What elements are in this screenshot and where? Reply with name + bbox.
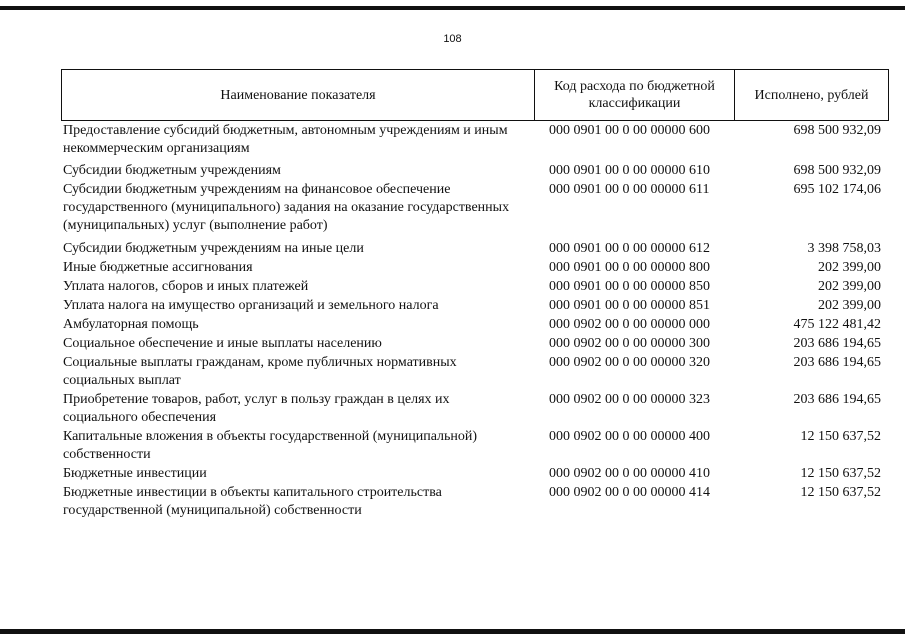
row-code: 000 0901 00 0 00 00000 850 (549, 279, 710, 294)
top-rule (0, 6, 905, 10)
header-name-column: Наименование показателя (62, 70, 535, 120)
row-name: Уплата налогов, сборов и иных платежей (63, 279, 309, 294)
row-name: Бюджетные инвестиции (63, 466, 207, 481)
row-code: 000 0901 00 0 00 00000 800 (549, 260, 710, 275)
table-row (63, 181, 889, 235)
row-name: Иные бюджетные ассигнования (63, 260, 253, 275)
row-code: 000 0902 00 0 00 00000 320 (549, 355, 710, 370)
row-code: 000 0902 00 0 00 00000 300 (549, 336, 710, 351)
row-name: Предоставление субсидий бюджетным, автономным учреждениям и иным некоммерческим организациям (63, 123, 508, 156)
row-amount: 698 500 932,09 (793, 123, 881, 138)
table-row (63, 484, 889, 520)
row-name: Субсидии бюджетным учреждениям на иные цели (63, 241, 364, 256)
bottom-rule (0, 629, 905, 634)
row-name: Социальные выплаты гражданам, кроме публичных нормативных социальных выплат (63, 355, 457, 388)
row-code: 000 0902 00 0 00 00000 000 (549, 317, 710, 332)
table-row (63, 335, 889, 353)
row-code: 000 0902 00 0 00 00000 410 (549, 466, 710, 481)
row-amount: 202 399,00 (818, 298, 881, 313)
row-amount: 12 150 637,52 (800, 466, 881, 481)
table-row (63, 428, 889, 464)
row-name: Амбулаторная помощь (63, 317, 199, 332)
row-amount: 12 150 637,52 (800, 429, 881, 444)
row-name: Социальное обеспечение и иные выплаты населению (63, 336, 382, 351)
row-code: 000 0901 00 0 00 00000 600 (549, 123, 710, 138)
table-row (63, 391, 889, 427)
table-row (63, 465, 889, 483)
row-amount: 202 399,00 (818, 279, 881, 294)
row-name: Капитальные вложения в объекты государственной (муниципальной) собственности (63, 429, 478, 462)
row-code: 000 0902 00 0 00 00000 323 (549, 392, 710, 407)
header-amount-column: Исполнено, рублей (754, 87, 869, 103)
row-code: 000 0901 00 0 00 00000 612 (549, 241, 710, 256)
row-amount: 475 122 481,42 (793, 317, 881, 332)
table-body (63, 122, 889, 520)
row-amount: 12 150 637,52 (800, 485, 881, 500)
row-amount: 3 398 758,03 (807, 241, 881, 256)
row-code: 000 0901 00 0 00 00000 611 (549, 182, 710, 197)
table-row (63, 162, 889, 180)
row-code: 000 0902 00 0 00 00000 400 (549, 429, 710, 444)
row-amount: 203 686 194,65 (793, 355, 881, 370)
row-name: Субсидии бюджетным учреждениям (63, 163, 281, 178)
table-row (63, 259, 889, 277)
row-name: Субсидии бюджетным учреждениям на финансовое обеспечение государственного (муниципального) задания на оказание государственных (муниципальных) услуг (выполнение работ) (63, 182, 510, 233)
row-amount: 203 686 194,65 (793, 336, 881, 351)
table-row (63, 278, 889, 296)
table-header (61, 69, 889, 121)
row-code: 000 0901 00 0 00 00000 610 (549, 163, 710, 178)
page-number: 108 (443, 33, 462, 45)
table-row (63, 122, 889, 158)
row-amount: 203 686 194,65 (793, 392, 881, 407)
row-amount: 698 500 932,09 (793, 163, 881, 178)
row-name: Приобретение товаров, работ, услуг в пользу граждан в целях их социального обеспечения (63, 392, 450, 425)
row-code: 000 0902 00 0 00 00000 414 (549, 485, 710, 500)
row-code: 000 0901 00 0 00 00000 851 (549, 298, 710, 313)
table-row (63, 240, 889, 258)
row-name: Бюджетные инвестиции в объекты капитального строительства государственной (муниципальной) собственности (63, 485, 442, 518)
header-code-column: Код расхода по бюджетной классификации (535, 70, 735, 120)
row-amount: 695 102 174,06 (793, 182, 881, 197)
row-name: Уплата налога на имущество организаций и земельного налога (63, 298, 439, 313)
table-row (63, 354, 889, 390)
table-row (63, 297, 889, 315)
table-row (63, 316, 889, 334)
row-amount: 202 399,00 (818, 260, 881, 275)
